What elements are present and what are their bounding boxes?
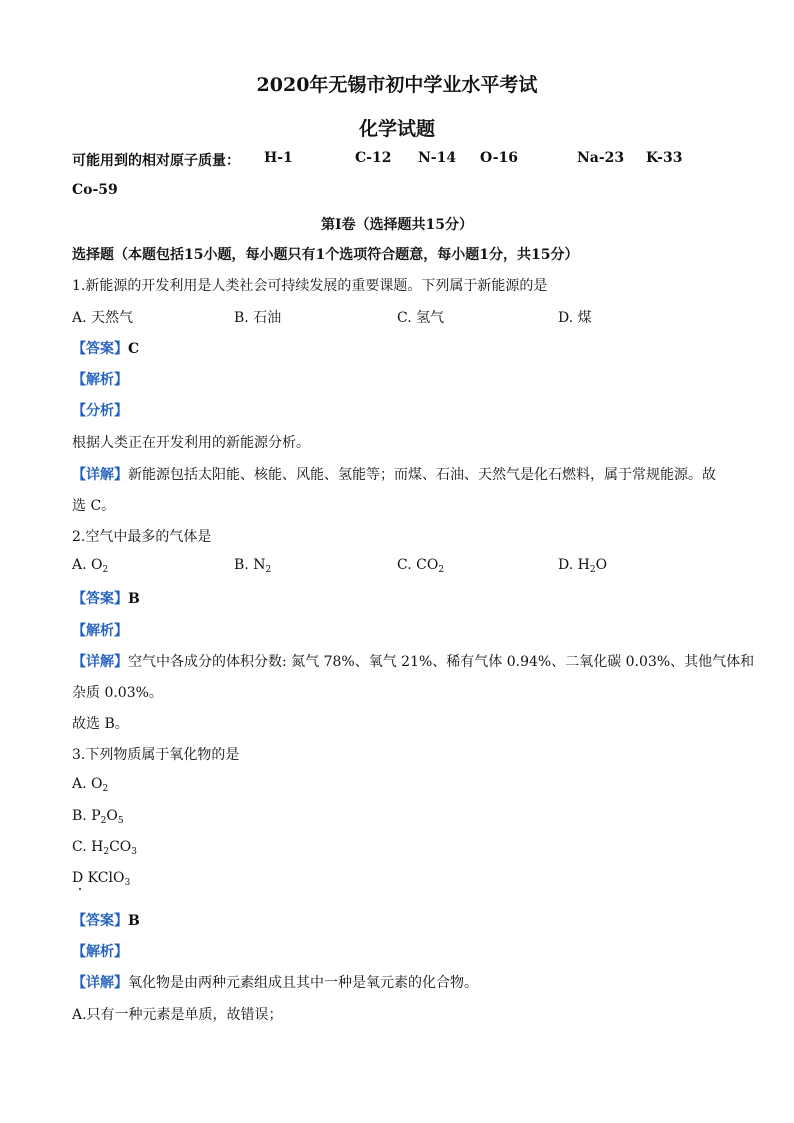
- option-a: A. 天然气: [72, 310, 134, 326]
- analysis-label: 【解析】: [72, 372, 128, 388]
- fenxi-text: 根据人类正在开发利用的新能源分析。: [72, 435, 310, 451]
- answer-row: [72, 910, 140, 930]
- question-1-stem: 1.新能源的开发利用是人类社会可持续发展的重要课题。下列属于新能源的是: [72, 278, 548, 294]
- answer-row: [72, 588, 140, 608]
- detail-text-continued: 选 C。: [72, 498, 116, 514]
- detail-text-continued: 杂质 0.03%。: [72, 685, 163, 701]
- analysis-label: 【解析】: [72, 623, 128, 639]
- atomic-mass-item: C-12: [355, 150, 392, 166]
- analysis-label: 【解析】: [72, 944, 128, 960]
- option-a: A. $O_2$: [72, 776, 109, 794]
- detail-text: 氧化物是由两种元素组成且其中一种是氧元素的化合物。: [128, 975, 478, 991]
- answer-value: B: [128, 591, 140, 607]
- question-2-stem: 2.空气中最多的气体是: [72, 529, 212, 545]
- answer-value: B: [128, 913, 140, 929]
- point-a-text: A.只有一种元素是单质，故错误；: [72, 1007, 283, 1023]
- detail-label: 【详解】: [72, 654, 128, 670]
- page-subtitle: 化学试题: [358, 118, 435, 140]
- detail-text: 新能源包括太阳能、核能、风能、氢能等；而煤、石油、天然气是化石燃料，属于常规能源。故: [128, 467, 716, 483]
- option-d: D. 煤: [558, 310, 592, 326]
- option-c: C. $CO_2$: [397, 557, 445, 575]
- detail-row: [72, 464, 716, 484]
- question-1-options: [72, 307, 752, 327]
- option-d: D KClO$_3$: [72, 870, 131, 888]
- atomic-mass-item: N-14: [418, 150, 457, 166]
- answer-label: 【答案】: [72, 913, 128, 929]
- option-c: C. $H_2CO_3$: [72, 839, 137, 857]
- answer-value: C: [128, 341, 140, 357]
- option-b: B. $N_2$: [234, 557, 272, 575]
- question-2-options: [72, 557, 752, 577]
- answer-label: 【答案】: [72, 591, 128, 607]
- detail-row: [72, 651, 754, 671]
- atomic-mass-label: 可能用到的相对原子质量：: [72, 153, 240, 169]
- atomic-mass-item: K-33: [646, 150, 683, 166]
- detail-row: [72, 972, 478, 992]
- atomic-mass-item: H-1: [264, 150, 293, 166]
- question-3-stem: 3.下列物质属于氧化物的是: [72, 747, 240, 763]
- section-title: 第I卷（选择题共15分）: [320, 217, 474, 233]
- answer-label: 【答案】: [72, 341, 128, 357]
- fenxi-label: 【分析】: [72, 403, 128, 419]
- detail-label: 【详解】: [72, 467, 128, 483]
- page-title: 2020年无锡市初中学业水平考试: [256, 74, 538, 96]
- atomic-mass-item: Co-59: [72, 182, 118, 198]
- answer-row: [72, 338, 139, 358]
- conclusion-text: 故选 B。: [72, 716, 129, 732]
- stray-dot: [79, 888, 81, 890]
- detail-text: 空气中各成分的体积分数: 氮气 78%、氧气 21%、稀有气体 0.94%、二氧化碳 0.03%、其他气体和: [128, 654, 755, 670]
- atomic-mass-line: [72, 150, 752, 170]
- option-a: A. $O_2$: [72, 557, 109, 575]
- option-b: B. $P_2O_5$: [72, 808, 124, 826]
- option-c: C. 氢气: [397, 310, 445, 326]
- section-instruction: 选择题（本题包括15小题，每小题只有1个选项符合题意，每小题1分，共15分）: [72, 247, 579, 263]
- atomic-mass-item: O-16: [480, 150, 519, 166]
- option-d: D. $H_2O$: [558, 557, 608, 575]
- atomic-mass-item: Na-23: [577, 150, 625, 166]
- detail-label: 【详解】: [72, 975, 128, 991]
- option-b: B. 石油: [234, 310, 282, 326]
